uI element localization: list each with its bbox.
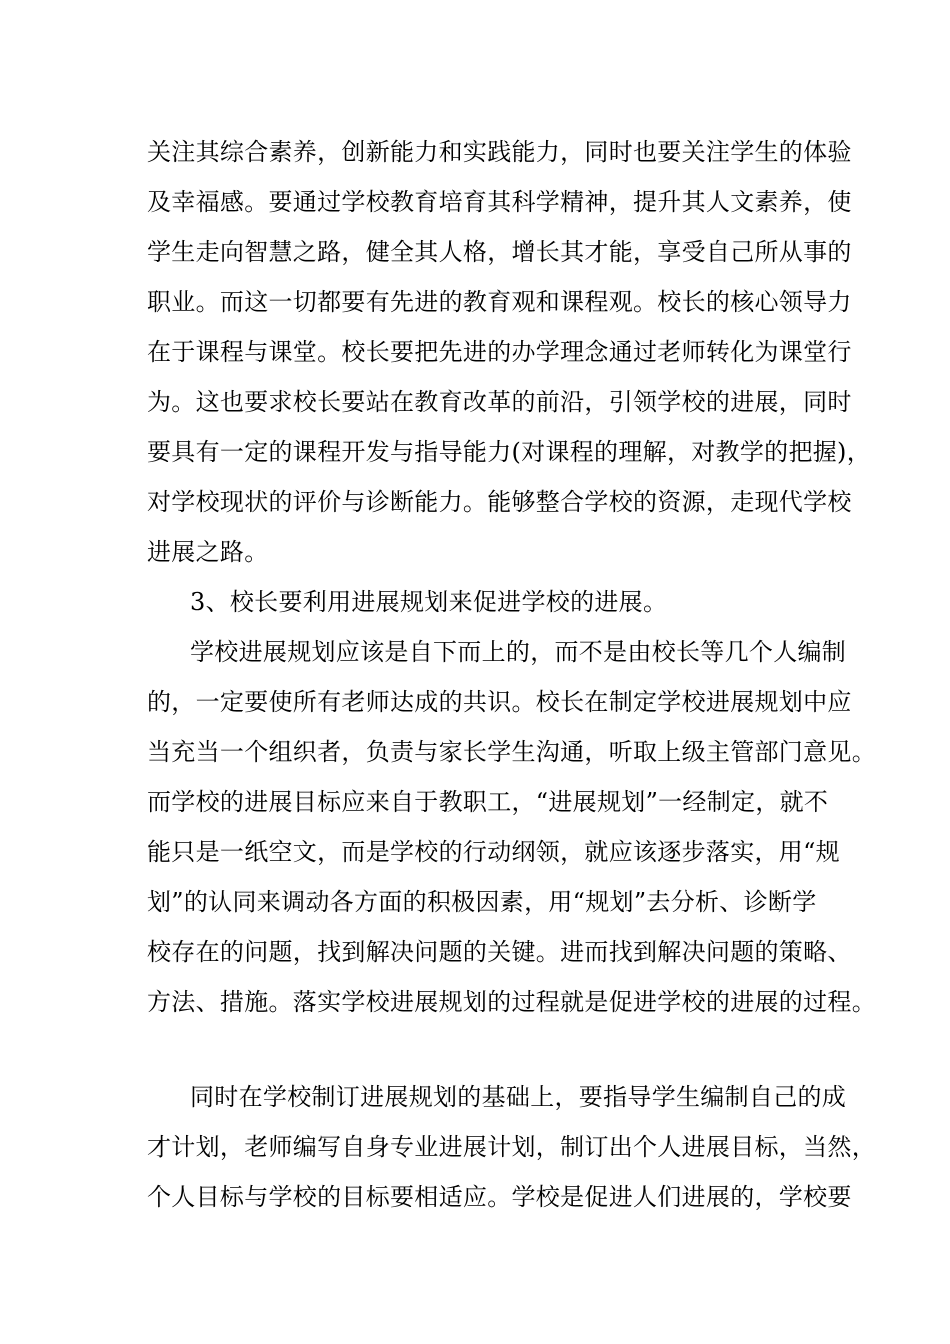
text-line: 要具有一定的课程开发与指导能力(对课程的理解，对教学的把握)， — [147, 438, 872, 466]
text-line: 进展之路。 — [147, 538, 269, 566]
text-line: 关注其综合素养，创新能力和实践能力，同时也要关注学生的体验 — [147, 138, 852, 166]
text-line: 方法、措施。落实学校进展规划的过程就是促进学校的进展的过程。 — [147, 988, 876, 1016]
text-line: 而学校的进展目标应来自于教职工，“进展规划”一经制定，就不 — [147, 788, 829, 816]
text-line: 当充当一个组织者，负责与家长学生沟通，听取上级主管部门意见。 — [147, 738, 876, 766]
text-line: 个人目标与学校的目标要相适应。学校是促进人们进展的，学校要 — [147, 1183, 852, 1211]
text-line: 学生走向智慧之路，健全其人格，增长其才能，享受自己所从事的 — [147, 238, 852, 266]
text-line: 才计划，老师编写自身专业进展计划，制订出个人进展目标，当然， — [147, 1133, 876, 1161]
text-line: 能只是一纸空文，而是学校的行动纲领，就应该逐步落实，用“规 — [147, 838, 840, 866]
text-line: 的，一定要使所有老师达成的共识。校长在制定学校进展规划中应 — [147, 688, 852, 716]
text-line: 在于课程与课堂。校长要把先进的办学理念通过老师转化为课堂行 — [147, 338, 852, 366]
text-line: 划”的认同来调动各方面的积极因素，用“规划”去分析、诊断学 — [147, 888, 817, 916]
text-line: 为。这也要求校长要站在教育改革的前沿，引领学校的进展，同时 — [147, 388, 852, 416]
text-line: 学校进展规划应该是自下而上的，而不是由校长等几个人编制 — [190, 638, 847, 666]
text-line: 及幸福感。要通过学校教育培育其科学精神，提升其人文素养，使 — [147, 188, 852, 216]
text-line: 职业。而这一切都要有先进的教育观和课程观。校长的核心领导力 — [147, 288, 852, 316]
text-line: 同时在学校制订进展规划的基础上，要指导学生编制自己的成 — [190, 1083, 847, 1111]
section-heading: 3、校长要利用进展规划来促进学校的进展。 — [190, 588, 668, 616]
text-line: 对学校现状的评价与诊断能力。能够整合学校的资源，走现代学校 — [147, 488, 852, 516]
text-line: 校存在的问题，找到解决问题的关键。进而找到解决问题的策略、 — [147, 938, 852, 966]
